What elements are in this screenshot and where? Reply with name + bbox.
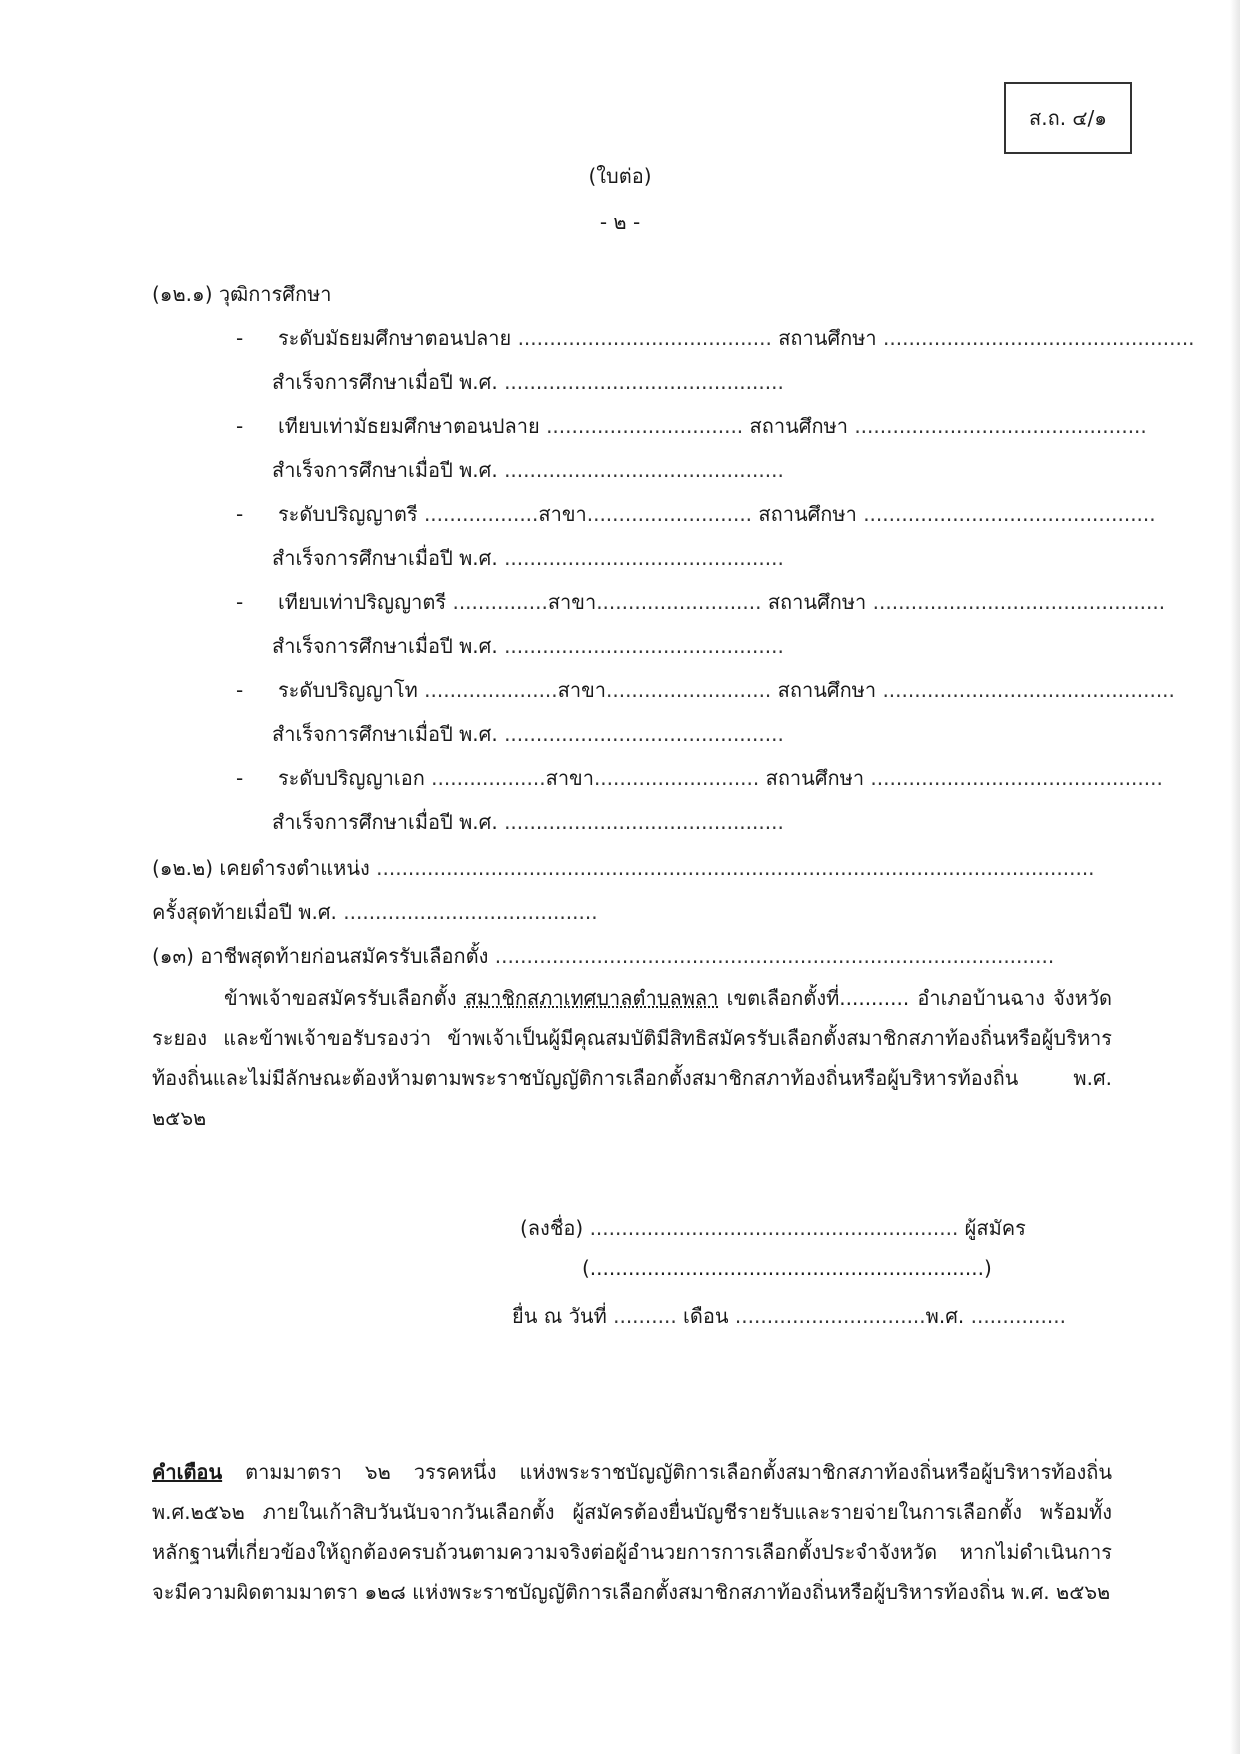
year-label: สำเร็จการศึกษาเมื่อปี พ.ศ. — [272, 722, 498, 746]
scan-edge-shadow — [1230, 0, 1240, 1754]
year-label: สำเร็จการศึกษาเมื่อปี พ.ศ. — [272, 634, 498, 658]
warning-title: คำเตือน — [152, 1460, 223, 1484]
institution-label: สถานศึกษา — [767, 590, 867, 614]
declared-position[interactable]: สมาชิกสภาเทศบาลตำบลพลา — [464, 986, 719, 1010]
institution-label: สถานศึกษา — [749, 414, 848, 438]
day-blank[interactable]: .......... — [613, 1304, 677, 1328]
year-blank[interactable]: ............................................ — [504, 370, 784, 394]
occupation-row — [152, 940, 1054, 972]
level-blank[interactable]: ........................................ — [517, 326, 772, 350]
submission-date-row — [512, 1300, 1066, 1332]
continuation-label: (ใบต่อ) — [588, 164, 652, 188]
institution-blank[interactable]: .............................................. — [854, 414, 1147, 438]
level-blank[interactable]: .................. — [431, 766, 546, 790]
institution-label: สถานศึกษา — [778, 326, 877, 350]
year-row — [272, 542, 784, 574]
year-row — [272, 718, 784, 750]
form-code-box — [1004, 82, 1132, 154]
year-label: สำเร็จการศึกษาเมื่อปี พ.ศ. — [272, 546, 498, 570]
year-blank[interactable]: ............................................ — [504, 458, 784, 482]
year-row — [272, 366, 784, 398]
page-number: - ๒ - — [599, 210, 641, 234]
education-level-row — [236, 322, 1195, 354]
institution-label: สถานศึกษา — [777, 678, 877, 702]
branch-blank[interactable]: .......................... — [596, 590, 762, 614]
education-level-row — [236, 674, 1175, 706]
level-label: เทียบเท่ามัธยมศึกษาตอนปลาย — [277, 414, 540, 438]
year-label: พ.ศ. — [925, 1304, 965, 1328]
branch-blank[interactable]: .......................... — [586, 502, 753, 526]
applicant-label: ผู้สมัคร — [964, 1216, 1026, 1240]
branch-blank[interactable]: .......................... — [606, 678, 772, 702]
level-label: ระดับปริญญาตรี — [277, 502, 418, 526]
name-line[interactable]: (..............................................................) — [582, 1256, 992, 1280]
date-prefix: ยื่น ณ วันที่ — [512, 1304, 607, 1328]
year-blank[interactable]: ............................................ — [504, 722, 784, 746]
institution-label: สถานศึกษา — [758, 502, 857, 526]
level-blank[interactable]: ............................... — [546, 414, 744, 438]
branch-label: สาขา — [547, 590, 597, 614]
sign-label: (ลงชื่อ) — [520, 1216, 584, 1240]
occupation-label: (๑๓) อาชีพสุดท้ายก่อนสมัครรับเลือกตั้ง — [152, 944, 489, 968]
declaration-paragraph — [152, 978, 1112, 1138]
level-label: เทียบเท่าปริญญาตรี — [277, 590, 447, 614]
warning-paragraph — [152, 1452, 1112, 1612]
position-row — [152, 852, 1095, 884]
declaration-text: ข้าพเจ้าขอสมัครรับเลือกตั้ง — [224, 986, 457, 1010]
month-label: เดือน — [683, 1304, 729, 1328]
year-label: สำเร็จการศึกษาเมื่อปี พ.ศ. — [272, 458, 498, 482]
year-row — [272, 630, 784, 662]
institution-label: สถานศึกษา — [765, 766, 865, 790]
position-label: (๑๒.๒) เคยดำรงตำแหน่ง — [152, 856, 370, 880]
level-blank[interactable]: .................. — [423, 502, 539, 526]
level-label: ระดับปริญญาโท — [277, 678, 418, 702]
education-level-row — [236, 586, 1165, 618]
occupation-blank[interactable]: ........................................................................................ — [494, 944, 1055, 968]
year-label: สำเร็จการศึกษาเมื่อปี พ.ศ. — [272, 810, 498, 834]
branch-label: สาขา — [538, 502, 587, 526]
year-blank[interactable]: ............................................ — [504, 810, 784, 834]
institution-blank[interactable]: .............................................. — [863, 502, 1156, 526]
bullet: - — [236, 766, 244, 790]
education-level-row — [236, 498, 1156, 530]
form-code: ส.ถ. ๔/๑ — [1029, 106, 1107, 130]
year-label: สำเร็จการศึกษาเมื่อปี พ.ศ. — [272, 370, 498, 394]
bullet: - — [236, 590, 244, 614]
institution-blank[interactable]: .............................................. — [870, 766, 1163, 790]
education-level-row — [236, 762, 1163, 794]
bullet: - — [236, 326, 244, 350]
level-label: ระดับมัธยมศึกษาตอนปลาย — [277, 326, 512, 350]
education-level-row — [236, 410, 1147, 442]
level-blank[interactable]: ............... — [452, 590, 548, 614]
year-blank[interactable]: ............... — [970, 1304, 1066, 1328]
last-year-label: ครั้งสุดท้ายเมื่อปี พ.ศ. — [152, 900, 337, 924]
education-heading: (๑๒.๑) วุฒิการศึกษา — [152, 282, 332, 306]
bullet: - — [236, 502, 244, 526]
declaration-text: เขตเลือกตั้งที่........... อำเภอบ้านฉาง จังหวัดระยอง และข้าพเจ้าขอรับรองว่า ข้าพเจ้าเป็นผู้มีคุณสมบัติมีสิทธิสมัครรับเลือกตั้งสมาชิกสภาท้องถิ่นหรือผู้บริหารท้องถิ่นและไม่มีลักษณะต้องห้ามตามพระราชบัญญัติการเลือกตั้งสมาชิกสภาท้องถิ่นหรือผู้บริหารท้องถิ่น พ.ศ. ๒๕๖๒ — [152, 986, 1113, 1130]
institution-blank[interactable]: .............................................. — [882, 678, 1175, 702]
last-year-row — [152, 896, 598, 928]
year-row — [272, 454, 784, 486]
year-row — [272, 806, 784, 838]
branch-label: สาขา — [545, 766, 594, 790]
branch-blank[interactable]: .......................... — [593, 766, 760, 790]
warning-text: ตามมาตรา ๖๒ วรรคหนึ่ง แห่งพระราชบัญญัติการเลือกตั้งสมาชิกสภาท้องถิ่นหรือผู้บริหารท้องถิ่น พ.ศ.๒๕๖๒ ภายในเก้าสิบวันนับจากวันเลือกตั้ง ผู้สมัครต้องยื่นบัญชีรายรับและรายจ่ายในการเลือกตั้ง พร้อมทั้งหลักฐานที่เกี่ยวข้องให้ถูกต้องครบถ้วนตามความจริงต่อผู้อำนวยการการเลือกตั้งประจำจังหวัด หากไม่ดำเนินการจะมีความผิดตามมาตรา ๑๒๘ แห่งพระราชบัญญัติการเลือกตั้งสมาชิกสภาท้องถิ่นหรือผู้บริหารท้องถิ่น พ.ศ. ๒๕๖๒ — [152, 1460, 1112, 1604]
position-blank[interactable]: ................................................................................................................. — [376, 856, 1095, 880]
last-year-blank[interactable]: ........................................ — [343, 900, 598, 924]
bullet: - — [236, 678, 244, 702]
branch-label: สาขา — [557, 678, 606, 702]
signature-row — [520, 1212, 1026, 1244]
year-blank[interactable]: ............................................ — [504, 546, 784, 570]
signature-blank[interactable]: .......................................................... — [589, 1216, 959, 1240]
level-label: ระดับปริญญาเอก — [277, 766, 425, 790]
institution-blank[interactable]: .............................................. — [872, 590, 1166, 614]
month-blank[interactable]: .............................. — [734, 1304, 926, 1328]
bullet: - — [236, 414, 244, 438]
institution-blank[interactable]: ................................................. — [883, 326, 1195, 350]
level-blank[interactable]: ..................... — [424, 678, 558, 702]
year-blank[interactable]: ............................................ — [504, 634, 784, 658]
